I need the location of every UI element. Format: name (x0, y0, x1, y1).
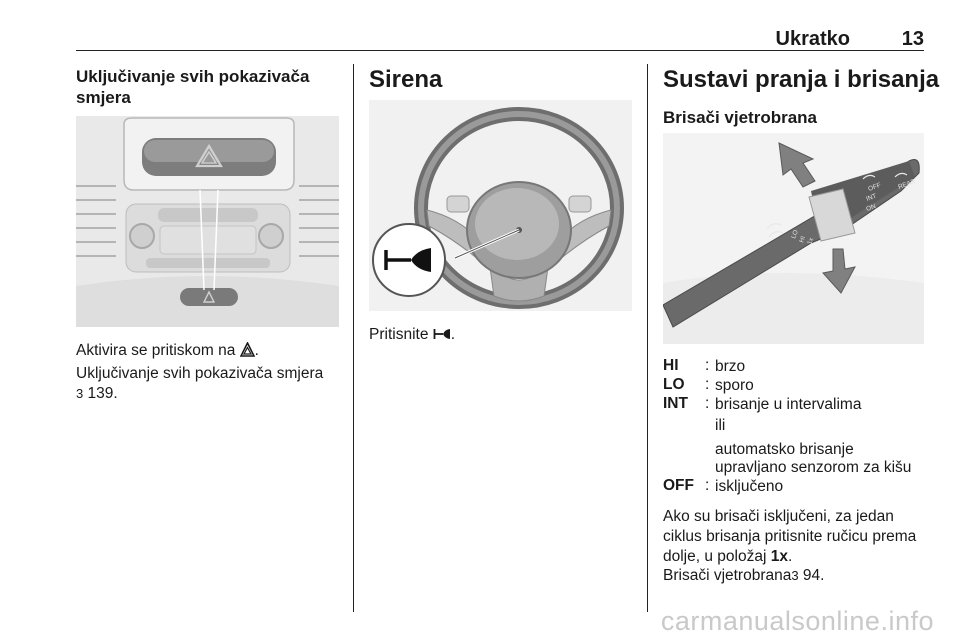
single-wipe-text: Ako su brisači isključeni, za jedan ciklus brisanja pritisnite ručicu prema dolje, u položaj (663, 508, 917, 565)
lever-label-lo: LO (790, 229, 800, 240)
list-value: brzo (715, 358, 746, 375)
list-colon: : (705, 477, 710, 494)
list-value-alt: automatsko brisanje (715, 441, 854, 458)
list-value: brisanje u intervalima (715, 396, 862, 413)
hazard-reference-text: Uključivanje svih pokazivača smjera (76, 365, 324, 382)
page-ref-icon: 3 (76, 386, 84, 401)
header-rule (76, 50, 924, 51)
hazard-reference-page[interactable]: 139. (83, 385, 118, 402)
hazard-heading: Uključivanje svih pokazivača smjera (76, 67, 310, 107)
wiper-lever-figure (663, 133, 924, 344)
list-key: HI (663, 357, 679, 374)
lever-label-1x: 1x (806, 236, 816, 246)
hazard-figure (76, 116, 339, 327)
horn-instruction-text: Pritisnite (369, 326, 433, 343)
lever-label-rear: REAR (897, 178, 917, 191)
list-value: isključeno (715, 478, 784, 495)
wiper-reference (663, 566, 933, 586)
horn-instruction (369, 325, 639, 346)
lever-label-off: OFF (867, 181, 882, 193)
section-title: Ukratko (775, 28, 850, 50)
list-colon: : (705, 376, 710, 393)
column-divider-2 (647, 64, 648, 612)
list-value-alt: ili (715, 417, 726, 434)
list-key: LO (663, 376, 685, 393)
list-value-alt: upravljano senzorom za kišu (715, 459, 912, 476)
wiper-reference-text: Brisači vjetrobrana (663, 567, 792, 584)
hazard-symbol-icon (240, 342, 255, 363)
wiper-reference-page[interactable]: 94. (798, 567, 825, 584)
list-value: sporo (715, 377, 754, 394)
list-key: OFF (663, 477, 694, 494)
page-number: 13 (901, 28, 924, 50)
lever-label-int: INT (865, 192, 878, 203)
footer-watermark[interactable]: carmanualsonline.info (660, 606, 934, 636)
list-colon: : (705, 357, 710, 374)
hazard-instruction-text: Aktivira se pritiskom na (76, 342, 240, 359)
horn-figure (369, 100, 632, 311)
column-divider-1 (353, 64, 354, 612)
horn-symbol-icon (433, 326, 451, 346)
washer-heading: Sustavi pranja i brisanja (663, 66, 940, 93)
hazard-instruction-end: . (254, 342, 259, 359)
list-colon: : (705, 395, 710, 412)
lever-label-on: ON (865, 202, 877, 213)
lever-label-hi: HI (798, 235, 808, 244)
single-wipe-paragraph (663, 507, 933, 567)
horn-icon (383, 246, 435, 274)
hazard-reference (76, 364, 351, 404)
windscreen-subheading: Brisači vjetrobrana (663, 108, 818, 127)
single-wipe-position: 1x (770, 548, 788, 565)
list-key: INT (663, 395, 688, 412)
hazard-instruction (76, 341, 346, 363)
horn-instruction-end: . (450, 326, 456, 343)
page-ref-icon: 3 (791, 568, 799, 583)
single-wipe-end: . (787, 548, 793, 565)
horn-heading: Sirena (369, 66, 443, 93)
